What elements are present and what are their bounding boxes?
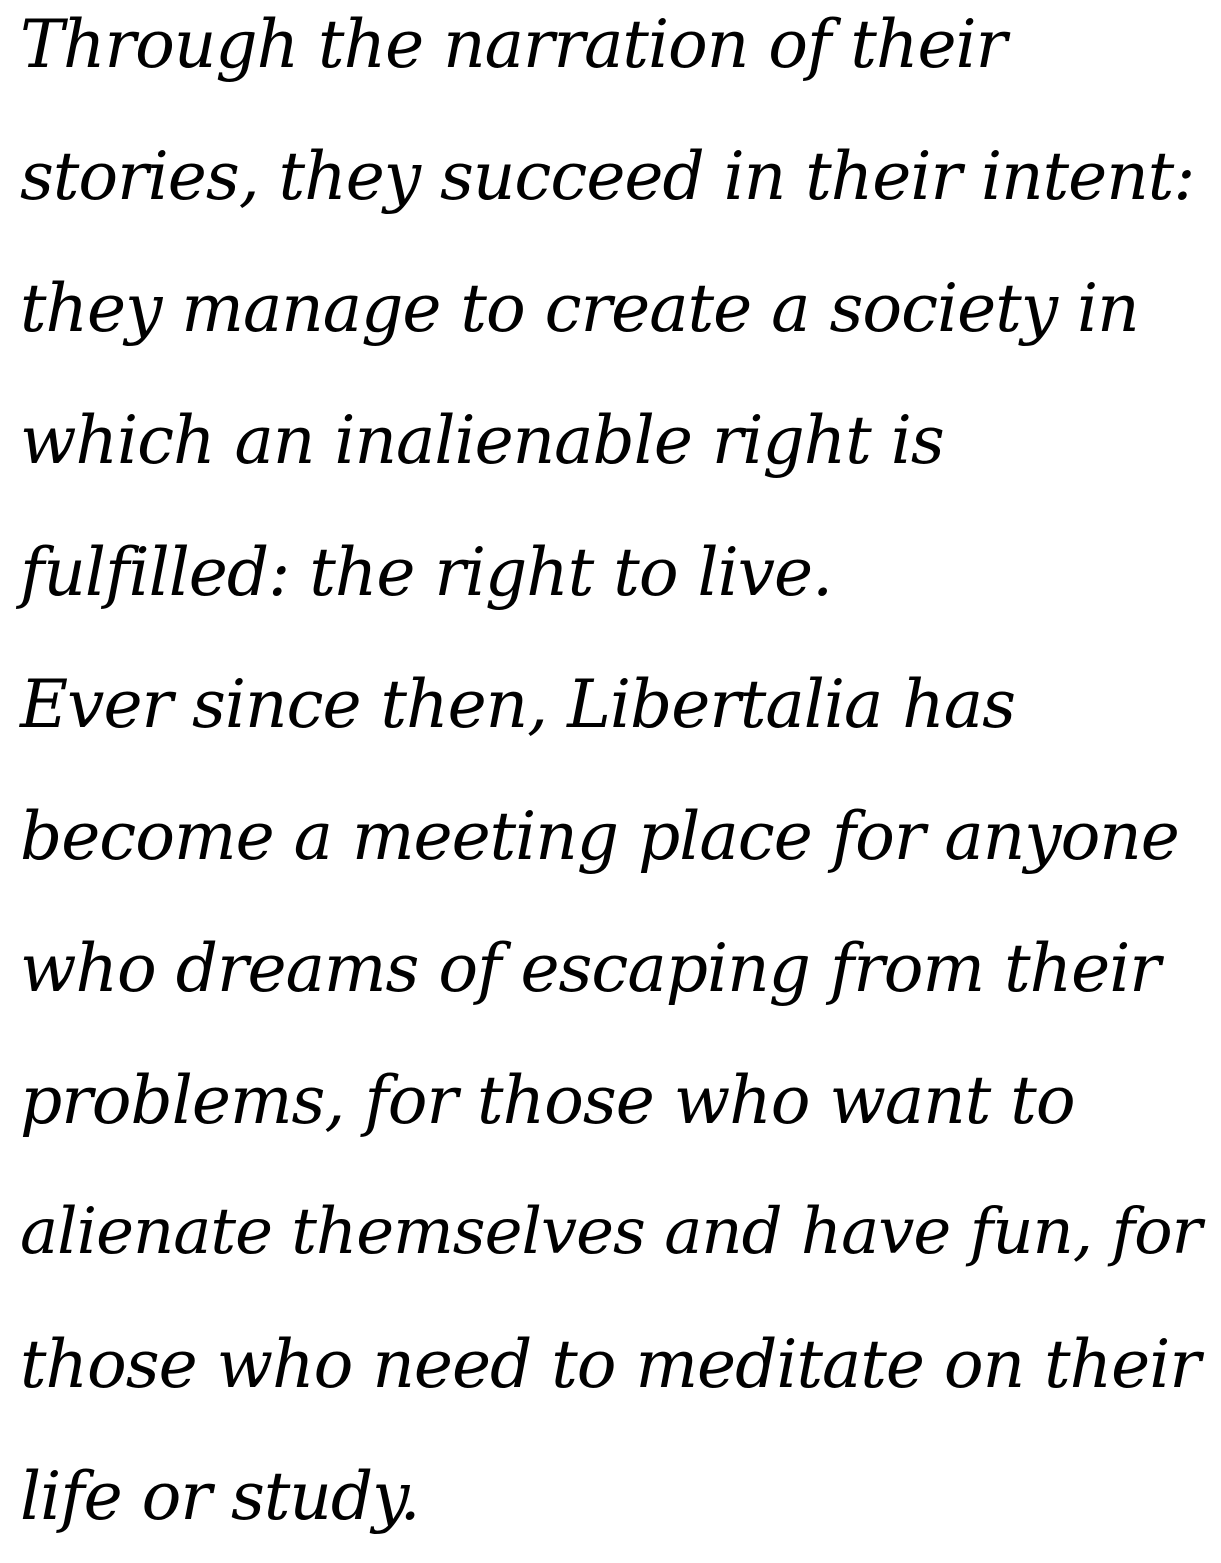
text-line: those who need to meditate on their	[20, 1326, 1200, 1403]
text-line: which an inalienable right is	[20, 402, 944, 479]
text-line: they manage to create a society in	[20, 270, 1139, 347]
text-line: life or study.	[20, 1458, 420, 1535]
text-line: Through the narration of their	[20, 6, 1007, 83]
text-line: fulfilled: the right to live.	[20, 534, 833, 611]
text-line: problems, for those who want to	[20, 1062, 1075, 1139]
text-line: Ever since then, Libertalia has	[20, 666, 1016, 743]
text-line: stories, they succeed in their intent:	[20, 138, 1195, 215]
text-line: who dreams of escaping from their	[20, 930, 1160, 1007]
text-line: alienate themselves and have fun, for	[20, 1195, 1202, 1269]
text-line: become a meeting place for anyone	[20, 798, 1179, 875]
